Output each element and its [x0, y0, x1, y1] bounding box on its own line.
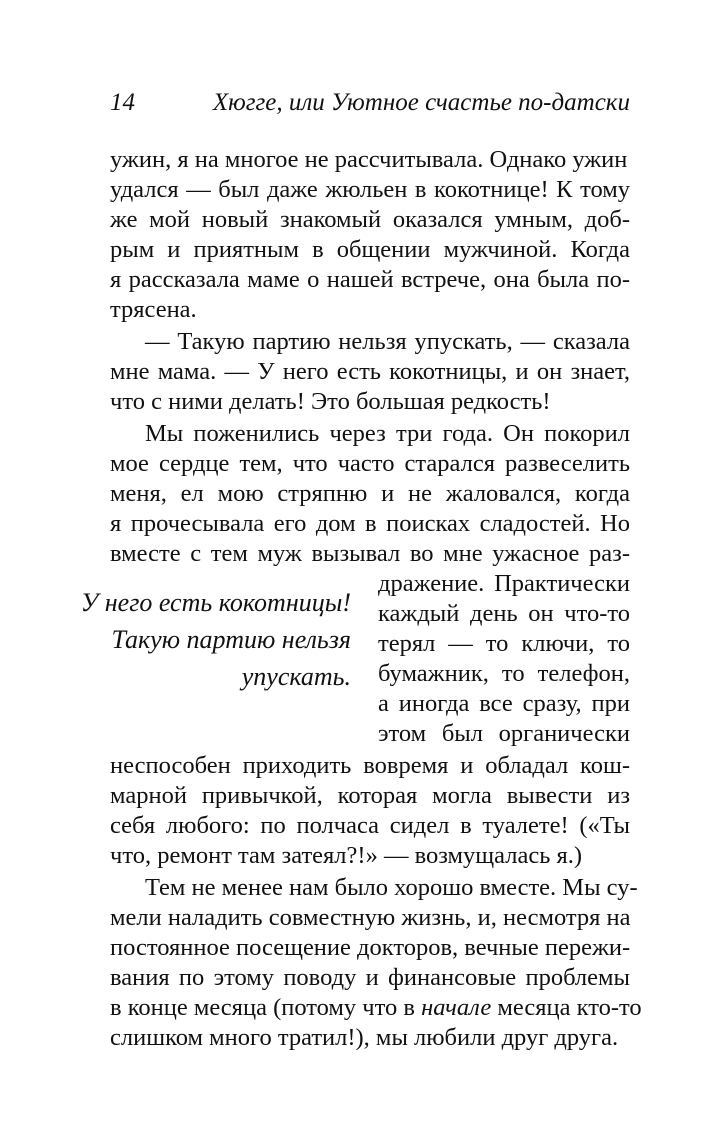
running-title: Хюгге, или Уютное счастье по-датски: [212, 89, 630, 116]
text-line: терял — то ключи, то: [378, 630, 630, 657]
text-line: дражение. Практически: [378, 570, 630, 597]
text-line-with-emphasis: [110, 994, 642, 1022]
text-line: слишком много тратил!), мы любили друг друга.: [110, 1024, 619, 1051]
text-line: мое сердце тем, что часто старался развеселить: [110, 450, 630, 477]
text-line: марной привычкой, которая могла вывести из: [110, 782, 630, 809]
text-line: каждый день он что-то: [378, 600, 630, 627]
page-number: 14: [110, 89, 135, 116]
text-line: мели наладить совместную жизнь, и, несмотря на: [110, 904, 631, 931]
text-line: себя любого: по полчаса сидел в туалете! («Ты: [110, 812, 630, 839]
text-line: вместе с тем муж вызывал во мне ужасное раз-: [110, 540, 630, 567]
text-line: что с ними делать! Это большая редкость!: [110, 388, 551, 415]
text-line: неспособен приходить вовремя и обладал кош-: [110, 752, 630, 779]
text-line: а иногда все сразу, при: [378, 690, 630, 717]
text-line: Тем не менее нам было хорошо вместе. Мы су-: [145, 874, 638, 901]
text-line: бумажник, то телефон,: [378, 660, 630, 687]
text-line: трясена.: [110, 296, 197, 323]
text-fragment: в конце месяца (потому что в: [110, 994, 422, 1021]
page-header: [110, 88, 630, 128]
text-line: я рассказала маме о нашей встрече, она была по-: [110, 266, 630, 293]
text-line: же мой новый знакомый оказался умным, доб-: [110, 206, 630, 233]
text-line: ужин, я на многое не рассчитывала. Однако ужин: [110, 146, 628, 173]
pull-quote-line: Такую партию нельзя: [111, 625, 351, 654]
text-line: удался — был даже жюльен в кокотнице! К тому: [110, 176, 630, 203]
text-line: мне мама. — У него есть кокотницы, и он знает,: [110, 358, 630, 385]
text-line: меня, ел мою стряпню и не жаловался, когда: [110, 480, 630, 507]
text-line: что, ремонт там затеял?!» — возмущалась я.): [110, 842, 583, 869]
text-line: рым и приятным в общении мужчиной. Когда: [110, 236, 630, 263]
text-line: этом был органически: [378, 720, 630, 747]
text-line: вания по этому поводу и финансовые проблемы: [110, 964, 630, 991]
pull-quote-line: У него есть кокотницы!: [80, 588, 351, 617]
text-fragment: месяца кто-то: [491, 994, 642, 1021]
pull-quote-line: упускать.: [241, 662, 351, 691]
emphasized-word: начале: [421, 994, 492, 1021]
text-line: — Такую партию нельзя упускать, — сказала: [145, 328, 630, 355]
text-line: Мы поженились через три года. Он покорил: [145, 420, 630, 447]
text-line: постоянное посещение докторов, вечные пережи-: [110, 934, 631, 961]
text-line: я прочесывала его дом в поисках сладостей. Но: [110, 510, 630, 537]
